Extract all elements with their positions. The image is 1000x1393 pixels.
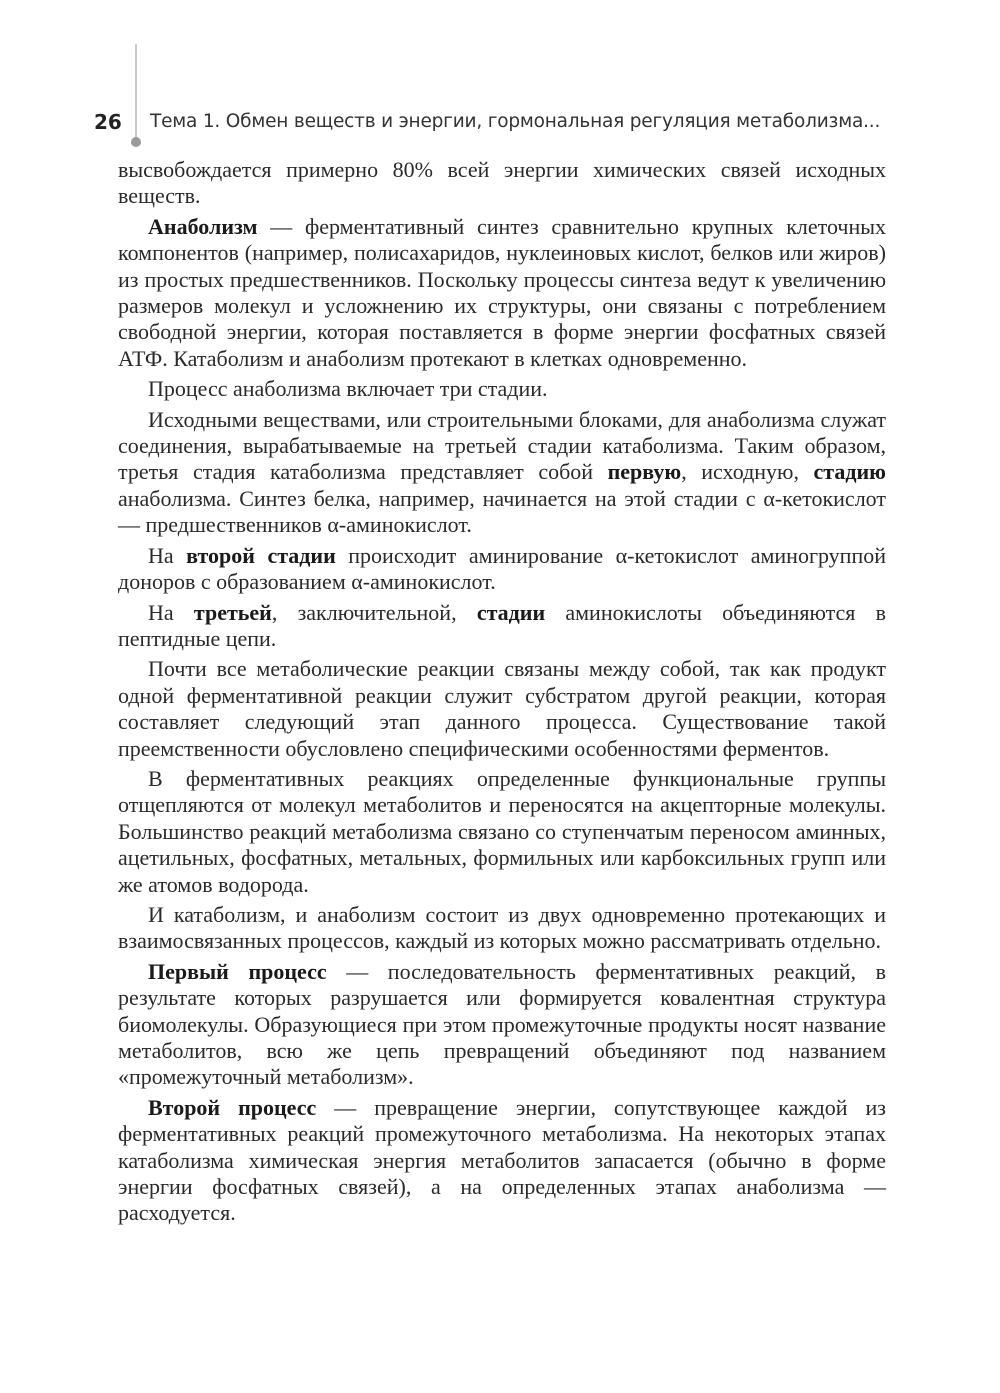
term-stage: стадию (813, 459, 886, 485)
paragraph-three-stages (118, 376, 886, 402)
paragraph-first-stage (118, 407, 886, 539)
paragraph-text: анаболизма. Синтез белка, например, начинается на этой стадии с α-кетокислот — предшественников α-аминокислот. (118, 485, 886, 538)
paragraph-continuation (118, 157, 886, 210)
paragraph-text: В ферментативных реакциях определенные функциональные группы отщепляются от молекул метаболитов и переносятся на акцепторные молекулы. Большинство реакций метаболизма связано со ступенчатым переносом аминных, ацетильных, фосфатных, метальных, формильных или карбоксильных групп или же атомов водорода. (118, 765, 886, 897)
paragraph-text: Почти все метаболические реакции связаны между собой, так как продукт одной ферментативной реакции служит субстратом другой реакции, которая составляет следующий этап данного процесса. Существование такой преемственности обусловлено специфическими особенностями ферментов. (118, 656, 886, 761)
paragraph-text: Исходными веществами, или строительными блоками, для анаболизма служат соединения, вырабатываемые на третьей стадии катаболизма. Таким образом, третья стадия катаболизма представляет собой (118, 406, 886, 485)
paragraph-text: Процесс анаболизма включает три стадии. (148, 376, 548, 402)
term-first-process: Первый процесс (148, 958, 327, 984)
paragraph-text: На (148, 542, 187, 568)
paragraph-text: , исходную, (681, 459, 814, 485)
paragraph-two-processes (118, 902, 886, 955)
running-head-title: Тема 1. Обмен веществ и энергии, гормональная регуляция метаболизма... (150, 111, 881, 132)
paragraph-reactions-linked (118, 656, 886, 762)
paragraph-text: аминокислоты объединяются в пептидные цепи. (118, 599, 887, 651)
header-divider (135, 44, 137, 140)
term-second-stage: второй стадии (186, 542, 336, 568)
paragraph-text: происходит аминирование α-кетокислот аминогруппой доноров с образованием α-аминокислот. (118, 542, 886, 595)
paragraph-text: И катаболизм, и анаболизм состоит из двух одновременно протекающих и взаимосвязанных процессов, каждый из которых можно рассматривать отдельно. (118, 901, 886, 954)
paragraph-second-stage (118, 543, 886, 596)
term-second-process: Второй процесс (148, 1094, 317, 1120)
paragraph-first-process (118, 959, 886, 1091)
paragraph-text: , заключительной, (271, 599, 477, 625)
term-third: третьей (193, 599, 272, 625)
paragraph-third-stage (118, 600, 886, 653)
paragraph-text: На (148, 599, 194, 625)
header-dot-ornament (131, 137, 141, 147)
paragraph-second-process (118, 1095, 886, 1227)
paragraph-text: — последовательность ферментативных реакций, в результате которых разрушается или формируется ковалентная структура биомолекулы. Образующиеся при этом промежуточные продукты носят название метаболитов, всю же цепь превращений объединяют под названием «промежуточный метаболизм». (118, 958, 887, 1090)
term-anabolism: Анаболизм (148, 213, 258, 239)
paragraph-text: высвобождается примерно 80% всей энергии химических связей исходных веществ. (118, 157, 886, 209)
body-text (118, 157, 886, 1231)
term-stage: стадии (476, 599, 546, 625)
paragraph-anabolism-definition (118, 214, 886, 372)
paragraph-text: — ферментативный синтез сравнительно крупных клеточных компонентов (например, полисахаридов, нуклеиновых кислот, белков или жиров) из простых предшественников. Поскольку процессы синтеза ведут к увеличению размеров молекул и усложнению их структуры, они связаны с потреблением свободной энергии, которая поставляется в форме энергии фосфатных связей АТФ. Катаболизм и анаболизм протекают в клетках одновременно. (118, 213, 886, 371)
paragraph-text: — превращение энергии, сопутствующее каждой из ферментативных реакций промежуточного метаболизма. На некоторых этапах катаболизма химическая энергия метаболитов запасается (обычно в форме энергии фосфатных связей), а на определенных этапах анаболизма — расходуется. (118, 1094, 886, 1226)
paragraph-functional-groups (118, 766, 886, 898)
page-number: 26 (94, 110, 122, 134)
term-first: первую (607, 459, 682, 485)
